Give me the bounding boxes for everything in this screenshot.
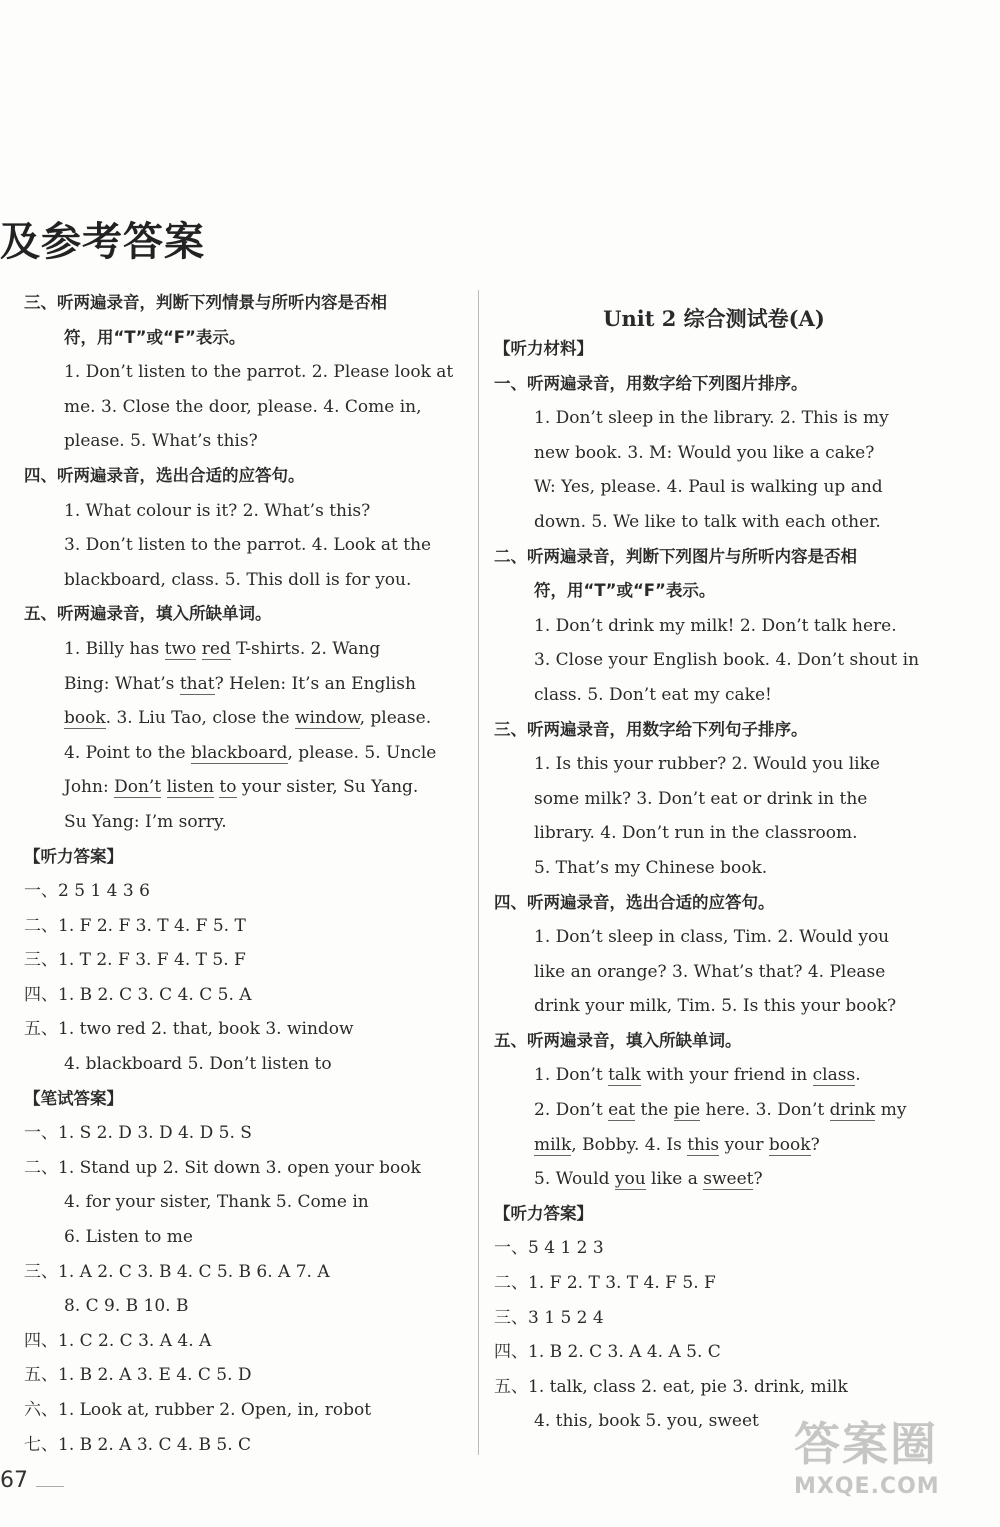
- right-column: [494, 286, 934, 1439]
- answer-line: 七、1. B 2. A 3. C 4. B 5. C: [24, 1434, 252, 1455]
- blank-answer: drink: [829, 1100, 876, 1121]
- answer-line: 三、1. A 2. C 3. B 4. C 5. B 6. A 7. A: [24, 1261, 330, 1282]
- section-title: 三、听两遍录音，判断下列情景与所听内容是否相: [24, 293, 387, 312]
- text-line: 1. Don’t talk with your friend in class.: [534, 1065, 861, 1086]
- answer-line: 三、1. T 2. F 3. F 4. T 5. F: [24, 950, 246, 971]
- text-line: Bing: What’s that? Helen: It’s an English: [64, 673, 416, 694]
- answer-line: 4. this, book 5. you, sweet: [534, 1411, 759, 1432]
- answer-line: 五、1. B 2. A 3. E 4. C 5. D: [24, 1365, 252, 1386]
- left-column: [24, 286, 464, 1462]
- answer-line: 四、1. B 2. C 3. C 4. C 5. A: [24, 984, 252, 1005]
- section-title: 三、听两遍录音，用数字给下列句子排序。: [494, 719, 808, 739]
- blank-answer: to: [219, 777, 237, 798]
- text-line: library. 4. Don’t run in the classroom.: [534, 823, 858, 844]
- blank-answer: that: [179, 673, 215, 694]
- written-answers-title: 【笔试答案】: [24, 1088, 123, 1108]
- listening-answers-title: 【听力答案】: [24, 846, 123, 866]
- section-title: 五、听两遍录音，填入所缺单词。: [494, 1030, 742, 1050]
- blank-answer: listen: [166, 777, 215, 798]
- text-line: some milk? 3. Don’t eat or drink in the: [534, 788, 868, 809]
- text-line: 1. Billy has two red T-shirts. 2. Wang: [64, 638, 381, 659]
- page-number-rule: [36, 1486, 64, 1487]
- section-title: 符，用“T”或“F”表示。: [64, 327, 246, 347]
- text-line: class. 5. Don’t eat my cake!: [534, 684, 772, 705]
- text-line: please. 5. What’s this?: [64, 431, 258, 452]
- blank-answer: red: [201, 638, 231, 659]
- text-line: down. 5. We like to talk with each other.: [534, 511, 881, 532]
- text-line: 1. Don’t sleep in class, Tim. 2. Would you: [534, 927, 890, 948]
- text-line: Su Yang: I’m sorry.: [64, 811, 227, 832]
- text-line: drink your milk, Tim. 5. Is this your book?: [534, 996, 897, 1017]
- blank-answer: pie: [673, 1100, 701, 1121]
- text-line: book. 3. Liu Tao, close the window, please.: [64, 708, 432, 729]
- blank-answer: book: [768, 1134, 811, 1155]
- section-title: 二、听两遍录音，判断下列图片与所听内容是否相: [494, 546, 857, 566]
- text-line: 3. Don’t listen to the parrot. 4. Look at the: [64, 535, 432, 556]
- blank-answer: class: [812, 1065, 856, 1086]
- section-title: 五、听两遍录音，填入所缺单词。: [24, 604, 272, 624]
- text-line: like an orange? 3. What’s that? 4. Please: [534, 961, 886, 982]
- answer-line: 二、1. F 2. T 3. T 4. F 5. F: [494, 1273, 716, 1294]
- section-title: 四、听两遍录音，选出合适的应答句。: [24, 465, 305, 485]
- text-line: 5. That’s my Chinese book.: [534, 857, 768, 878]
- text-line: 3. Close your English book. 4. Don’t shout in: [534, 650, 920, 671]
- answer-line: 4. blackboard 5. Don’t listen to: [64, 1054, 332, 1075]
- section-title: 四、听两遍录音，选出合适的应答句。: [494, 892, 775, 912]
- blank-answer: eat: [608, 1100, 636, 1121]
- blank-answer: milk: [534, 1134, 572, 1155]
- text-line: blackboard, class. 5. This doll is for you.: [64, 569, 412, 590]
- section-title: 一、听两遍录音，用数字给下列图片排序。: [494, 373, 808, 393]
- blank-answer: sweet: [703, 1169, 754, 1190]
- text-line: 2. Don’t eat the pie here. 3. Don’t drink my: [534, 1100, 907, 1121]
- answer-line: 6. Listen to me: [64, 1227, 193, 1248]
- answer-line: 四、1. C 2. C 3. A 4. A: [24, 1330, 212, 1351]
- answer-line: 一、1. S 2. D 3. D 4. D 5. S: [24, 1123, 252, 1144]
- page-header-title: 及参考答案: [0, 219, 205, 265]
- column-divider: [478, 290, 479, 1455]
- answer-line: 8. C 9. B 10. B: [64, 1296, 189, 1317]
- watermark-site-text: MXQE.COM: [794, 1474, 940, 1499]
- text-line: John: Don’t listen to your sister, Su Yang.: [64, 777, 419, 798]
- watermark: [794, 1408, 994, 1523]
- text-line: W: Yes, please. 4. Paul is walking up and: [534, 477, 883, 498]
- blank-answer: Don’t: [114, 777, 162, 798]
- text-line: 1. What colour is it? 2. What’s this?: [64, 500, 371, 521]
- blank-answer: two: [164, 638, 197, 659]
- answer-line: 六、1. Look at, rubber 2. Open, in, robot: [24, 1400, 372, 1420]
- answer-line: 二、1. F 2. F 3. T 4. F 5. T: [24, 915, 246, 936]
- answer-line: 五、1. two red 2. that, book 3. window: [24, 1019, 354, 1040]
- blank-answer: talk: [608, 1065, 641, 1086]
- text-line: 1. Don’t listen to the parrot. 2. Please look at: [64, 362, 454, 383]
- answer-line: 4. for your sister, Thank 5. Come in: [64, 1192, 369, 1213]
- answer-line: 二、1. Stand up 2. Sit down 3. open your book: [24, 1157, 421, 1178]
- text-line: 1. Don’t drink my milk! 2. Don’t talk here.: [534, 615, 897, 636]
- unit-title: Unit 2 综合测试卷(A): [603, 306, 825, 331]
- page-number: 67: [0, 1468, 28, 1493]
- blank-answer: blackboard: [190, 742, 288, 763]
- answer-line: 四、1. B 2. C 3. A 4. A 5. C: [494, 1342, 721, 1363]
- blank-answer: window: [295, 708, 360, 729]
- text-line: 5. Would you like a sweet?: [534, 1169, 763, 1190]
- text-line: me. 3. Close the door, please. 4. Come in,: [64, 396, 422, 417]
- answer-line: 一、5 4 1 2 3: [494, 1238, 604, 1259]
- text-line: new book. 3. M: Would you like a cake?: [534, 442, 875, 463]
- text-line: milk, Bobby. 4. Is this your book?: [534, 1134, 820, 1155]
- answer-line: 三、3 1 5 2 4: [494, 1307, 604, 1328]
- text-line: 4. Point to the blackboard, please. 5. Uncle: [64, 742, 437, 763]
- text-line: 1. Is this your rubber? 2. Would you like: [534, 754, 880, 775]
- blank-answer: you: [614, 1169, 646, 1190]
- answer-line: 一、2 5 1 4 3 6: [24, 881, 150, 902]
- blank-answer: this: [687, 1134, 720, 1155]
- blank-answer: book: [64, 708, 106, 729]
- section-title: 符，用“T”或“F”表示。: [534, 581, 716, 601]
- listening-material-title: 【听力材料】: [494, 339, 593, 358]
- watermark-logo-text: 答案圈: [794, 1417, 938, 1471]
- listening-answers-title: 【听力答案】: [494, 1203, 593, 1223]
- answer-line: 五、1. talk, class 2. eat, pie 3. drink, milk: [494, 1376, 848, 1397]
- text-line: 1. Don’t sleep in the library. 2. This is my: [534, 408, 889, 429]
